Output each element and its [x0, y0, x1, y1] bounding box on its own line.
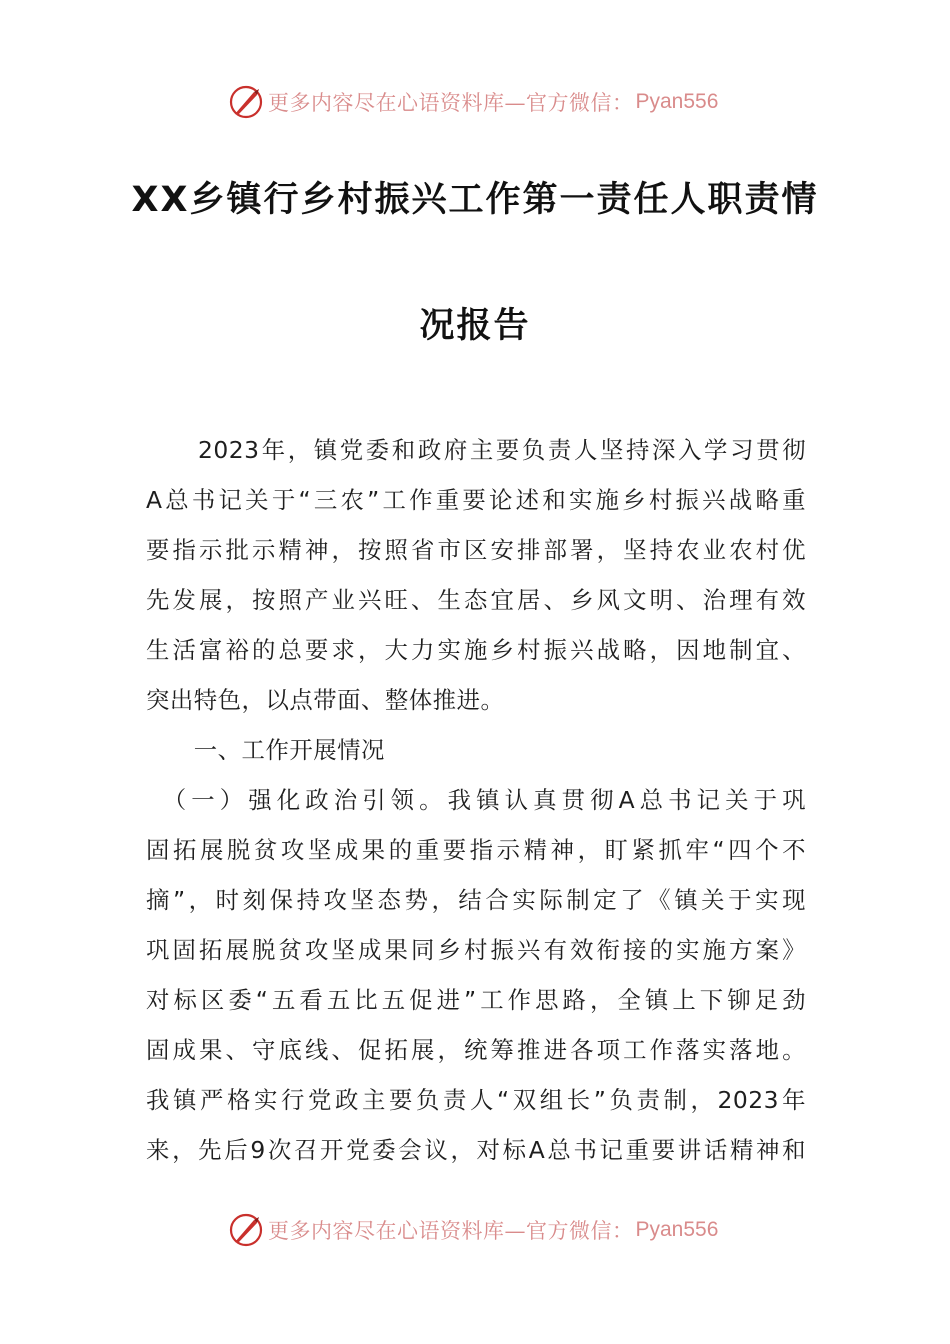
body-line: 固拓展脱贫攻坚成果的重要指示精神，盯紧抓牢“四个不 [146, 836, 806, 864]
body-line: 先发展，按照产业兴旺、生态宜居、乡风文明、治理有效 [146, 586, 806, 614]
quill-logo-icon [228, 1212, 264, 1248]
body-line: 来，先后9次召开党委会议，对标A总书记重要讲话精神和 [146, 1136, 806, 1164]
body-line: （一）强化政治引领。我镇认真贯彻A总书记关于巩 [146, 786, 806, 814]
report-body [146, 425, 806, 1175]
banner-wechat-id: Pyan556 [635, 1218, 719, 1241]
body-line: 生活富裕的总要求，大力实施乡村振兴战略，因地制宜、 [146, 636, 806, 664]
body-line: 固成果、守底线、促拓展，统筹推进各项工作落实落地。 [146, 1036, 806, 1064]
body-line: A总书记关于“三农”工作重要论述和实施乡村振兴战略重 [146, 486, 806, 514]
quill-logo-icon [228, 84, 264, 120]
body-line: 要指示批示精神，按照省市区安排部署，坚持农业农村优 [146, 536, 806, 564]
section-heading: 一、工作开展情况 [146, 736, 385, 764]
footer-watermark-banner [0, 1208, 950, 1252]
header-watermark-banner [0, 80, 950, 124]
body-line: 巩固拓展脱贫攻坚成果同乡村振兴有效衔接的实施方案》 [146, 936, 806, 964]
banner-wechat-id: Pyan556 [635, 90, 719, 113]
body-line: 突出特色，以点带面、整体推进。 [146, 686, 505, 714]
body-line: 2023年，镇党委和政府主要负责人坚持深入学习贯彻 [146, 436, 806, 464]
banner-text: 更多内容尽在心语资料库—官方微信： [268, 1219, 634, 1243]
body-line: 对标区委“五看五比五促进”工作思路，全镇上下铆足劲 [146, 986, 806, 1014]
body-line: 摘”，时刻保持攻坚态势，结合实际制定了《镇关于实现 [146, 886, 806, 914]
body-line: 我镇严格实行党政主要负责人“双组长”负责制，2023年 [146, 1086, 806, 1114]
page-title-line-2: 况报告 [419, 306, 531, 346]
page-title-line-1: XX乡镇行乡村振兴工作第一责任人职责情 [131, 180, 819, 220]
banner-text: 更多内容尽在心语资料库—官方微信： [268, 91, 634, 115]
